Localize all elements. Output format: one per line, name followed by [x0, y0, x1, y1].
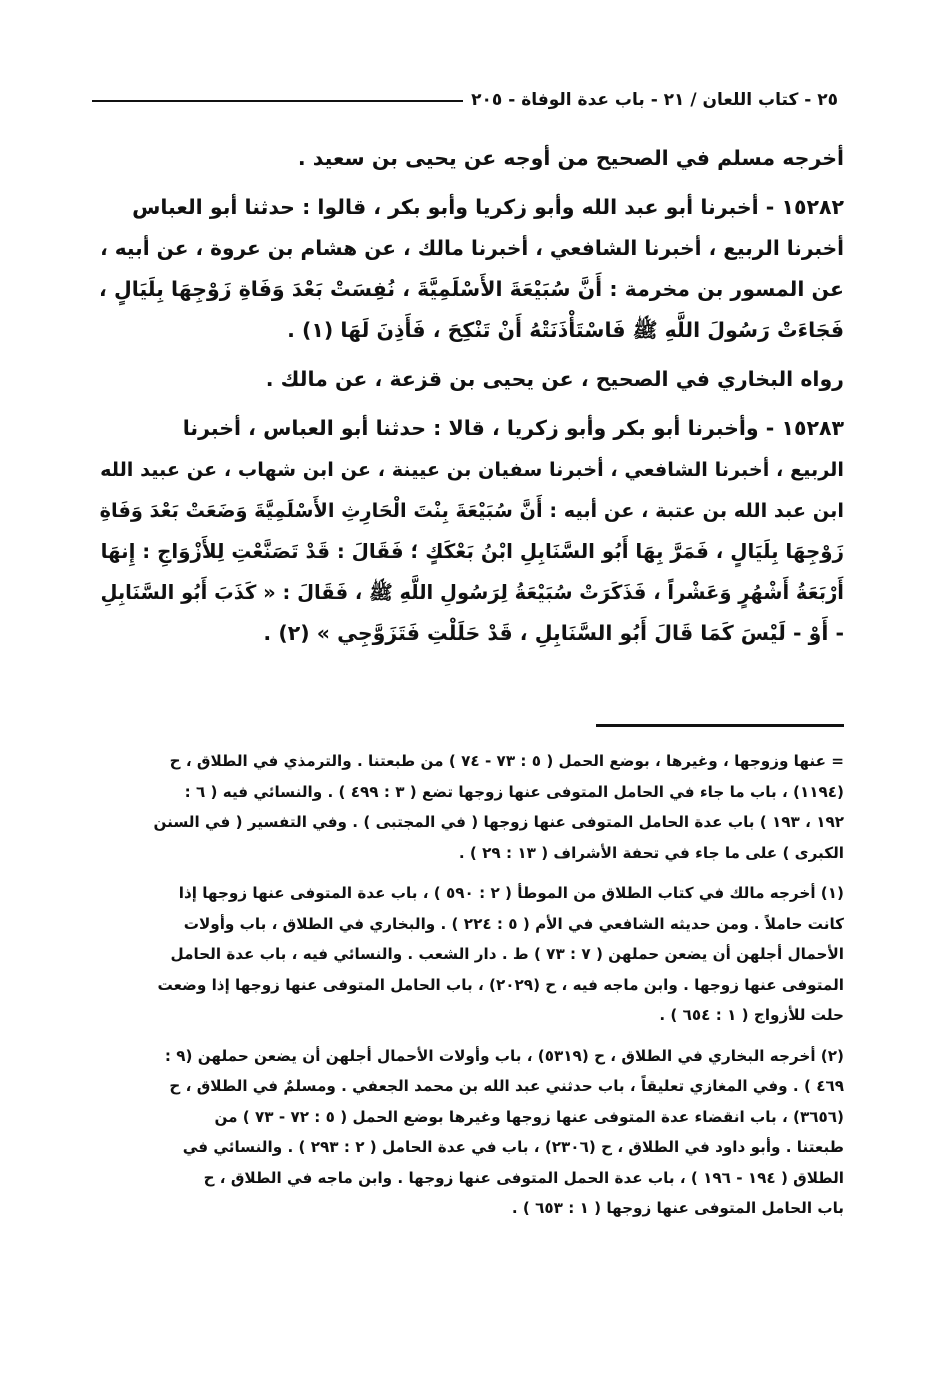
text-line: ابن عبد الله بن عتبة ، عن أبيه : أَنَّ سُبَيْعَةَ بِنْتَ الْحَارِثِ الأَسْلَمِيَّةَ وَضَعَتْ بَعْدَ وَفَاةِ — [99, 499, 844, 522]
text-line: أخرجه مسلم في الصحيح من أوجه عن يحيى بن سعيد . — [297, 146, 844, 170]
footnotes — [92, 746, 844, 1224]
header-rule — [92, 100, 463, 102]
text-line: عن المسور بن مخرمة : أَنَّ سُبَيْعَةَ الأَسْلَمِيَّةَ ، نُفِسَتْ بَعْدَ وَفَاةِ زَوْجِهَا بِلَيَالٍ ، — [99, 277, 844, 301]
footnote-1 — [92, 878, 844, 1031]
footnote-line: (١١٩٤) ، باب ما جاء في الحامل المتوفى عنها زوجها تضع ( ٣ : ٤٩٩ ) . والنسائي فيه ( ٦ : — [184, 782, 844, 801]
text-line: - أَوْ - لَيْسَ كَمَا قَالَ أَبُو السَّنَابِلِ ، قَدْ حَلَلْتِ فَتَزَوَّجِي » (٢) . — [263, 621, 844, 645]
paragraph-hadith-15282 — [92, 187, 844, 351]
header-title: ٢٥ - كتاب اللعان / ٢١ - باب عدة الوفاة - ٢٠٥ — [471, 90, 838, 110]
footnote-line: حلت للأزواج ( ١ : ٦٥٤ ) . — [659, 1006, 844, 1024]
text-line: أَرْبَعَةُ أَشْهُرٍ وَعَشْراً ، فَذَكَرَتْ سُبَيْعَةُ لِرَسُولِ اللَّهِ ﷺ ، فَقَالَ : « كَذَبَ أَبُو السَّنَابِلِ — [100, 581, 844, 604]
text-line: ١٥٢٨٢ - أخبرنا أبو عبد الله وأبو زكريا وأبو بكر ، قالوا : حدثنا أبو العباس — [132, 195, 844, 219]
footnote-continued — [92, 746, 844, 868]
footnote-separator — [596, 724, 844, 727]
text-line: زَوْجِهَا بِلَيَالٍ ، فَمَرَّ بِهَا أَبُو السَّنَابِلِ ابْنُ بَعْكَكٍ ؛ فَقَالَ : قَدْ تَصَنَّعْتِ لِلأَزْوَاجِ : إِنهَا — [100, 540, 844, 563]
footnote-line: طبعتنا . وأبو داود في الطلاق ، ح (٢٣٠٦) ، باب في عدة الحامل ( ٢ : ٢٩٣ ) . والنسائي في — [182, 1138, 844, 1156]
paragraph-hadith-15283 — [92, 408, 844, 654]
footnote-line: المتوفى عنها زوجها . وابن ماجه فيه ، ح (٢٠٢٩) ، باب الحامل المتوفى عنها زوجها إذا وضعت — [157, 975, 844, 994]
footnote-line: (١) أخرجه مالك في كتاب الطلاق من الموطأ ( ٢ : ٥٩٠ ) ، باب عدة المتوفى عنها زوجها إذا — [178, 884, 844, 902]
footnote-2 — [92, 1041, 844, 1224]
main-text — [92, 138, 844, 654]
text-line: ١٥٢٨٣ - وأخبرنا أبو بكر وأبو زكريا ، قالا : حدثنا أبو العباس ، أخبرنا — [182, 416, 844, 440]
footnote-line: الطلاق ( ١٩٤ - ١٩٦ ) ، باب عدة الحمل المتوفى عنها زوجها . وابن ماجه في الطلاق ، ح — [203, 1168, 844, 1187]
paragraph-muslim-note — [92, 138, 844, 179]
text-line: أخبرنا الربيع ، أخبرنا الشافعي ، أخبرنا مالك ، عن هشام بن عروة ، عن أبيه ، — [100, 236, 844, 260]
footnote-line: (٣٦٥٦) ، باب انقضاء عدة المتوفى عنها زوجها وغيرها بوضع الحمل ( ٥ : ٧٢ - ٧٣ ) من — [214, 1107, 844, 1126]
footnote-line: ١٩٢ ، ١٩٣ ) باب عدة الحامل المتوفى عنها زوجها ( في المجتبى ) . وفي التفسير ( في السنن — [153, 813, 844, 831]
text-line: فَجَاءَتْ رَسُولَ اللَّهِ ﷺ فَاسْتَأْذَنَتْهُ أَنْ تَنْكِحَ ، فَأَذِنَ لَهَا (١) . — [287, 318, 844, 342]
text-line: الربيع ، أخبرنا الشافعي ، أخبرنا سفيان بن عيينة ، عن ابن شهاب ، عن عبيد الله — [100, 458, 844, 481]
running-header — [92, 82, 838, 118]
footnote-line: باب الحامل المتوفى عنها زوجها ( ١ : ٦٥٣ ) . — [511, 1199, 844, 1217]
footnote-line: الكبرى ) على ما جاء في تحفة الأشراف ( ١٣ : ٢٩ ) . — [458, 843, 844, 862]
footnote-line: (٢) أخرجه البخاري في الطلاق ، ح (٥٣١٩) ، باب وأولات الأحمال أجلهن أن يضعن حملهن (٩ : — [164, 1046, 844, 1065]
text-line: رواه البخاري في الصحيح ، عن يحيى بن قزعة ، عن مالك . — [265, 367, 844, 391]
footnote-line: ٤٦٩ ) . وفي المغازي تعليقاً ، باب حدثني عبد الله بن محمد الجعفي . ومسلمٌ في الطلاق ، ح — [169, 1077, 844, 1095]
footnote-line: الأحمال أجلهن أن يضعن حملهن ( ٧ : ٧٣ ) ط . دار الشعب . والنسائي فيه ، باب عدة الحامل — [170, 945, 844, 963]
footnote-line: = عنها وزوجها ، وغيرها ، بوضع الحمل ( ٥ : ٧٣ - ٧٤ ) من طبعتنا . والترمذي في الطلاق ، ح — [169, 752, 844, 770]
footnote-line: كانت حاملاً . ومن حديثه الشافعي في الأم ( ٥ : ٢٢٤ ) . والبخاري في الطلاق ، باب وأولات — [183, 914, 844, 933]
paragraph-bukhari-note — [92, 359, 844, 400]
